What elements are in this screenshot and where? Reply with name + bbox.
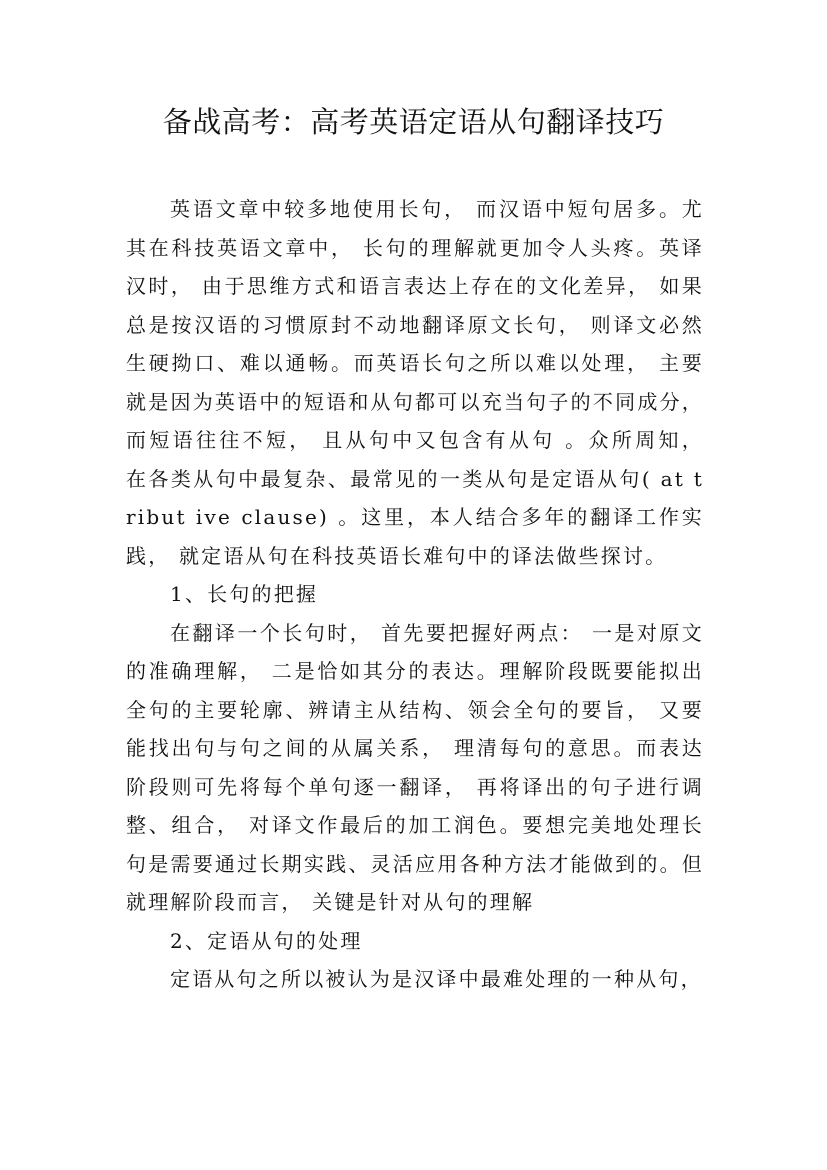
section-heading-attributive-clause: 2、定语从句的处理 — [170, 928, 363, 953]
document-title: 备战高考：高考英语定语从句翻译技巧 — [162, 105, 665, 139]
intro-paragraph: 英语文章中较多地使用长句， 而汉语中短句居多。尤其在科技英语文章中， 长句的理解就更加令人头疼。英译汉时， 由于思维方式和语言表达上存在的文化差异， 如果总是按汉语的习惯原封不动地翻译原文长句， 则译文必然生硬拗口、难以通畅。而英语长句之所以难以处理， 主要就是因为英语中的短语和从句都可以充当句子的不同成分， 而短语往往不短， 且从句中又包含有从句 。众所周知， 在各类从句中最复杂、最常见的一类从句是定语从句( at t ribut ive clause) 。这里，本人结合多年的翻译工作实践， 就定语从句在科技英语长难句中的译法做些探讨。 — [126, 197, 704, 568]
attributive-clause-paragraph: 定语从句之所以被认为是汉译中最难处理的一种从句， — [170, 967, 703, 991]
long-sentence-paragraph: 在翻译一个长句时， 首先要把握好两点： 一是对原文的准确理解， 二是恰如其分的表达。理解阶段既要能拟出全句的主要轮廓、辨请主从结构、领会全句的要旨， 又要能找出句与句之间的从属关系， 理清每句的意思。而表达阶段则可先将每个单句逐一翻译， 再将译出的句子进行调整、组合， 对译文作最后的加工润色。要想完美地处理长句是需要通过长期实践、灵活应用各种方法才能做到的。但就理解阶段而言， 关键是针对从句的理解 — [126, 620, 704, 914]
document-body — [126, 190, 704, 999]
section-heading-long-sentence: 1、长句的把握 — [170, 582, 319, 606]
